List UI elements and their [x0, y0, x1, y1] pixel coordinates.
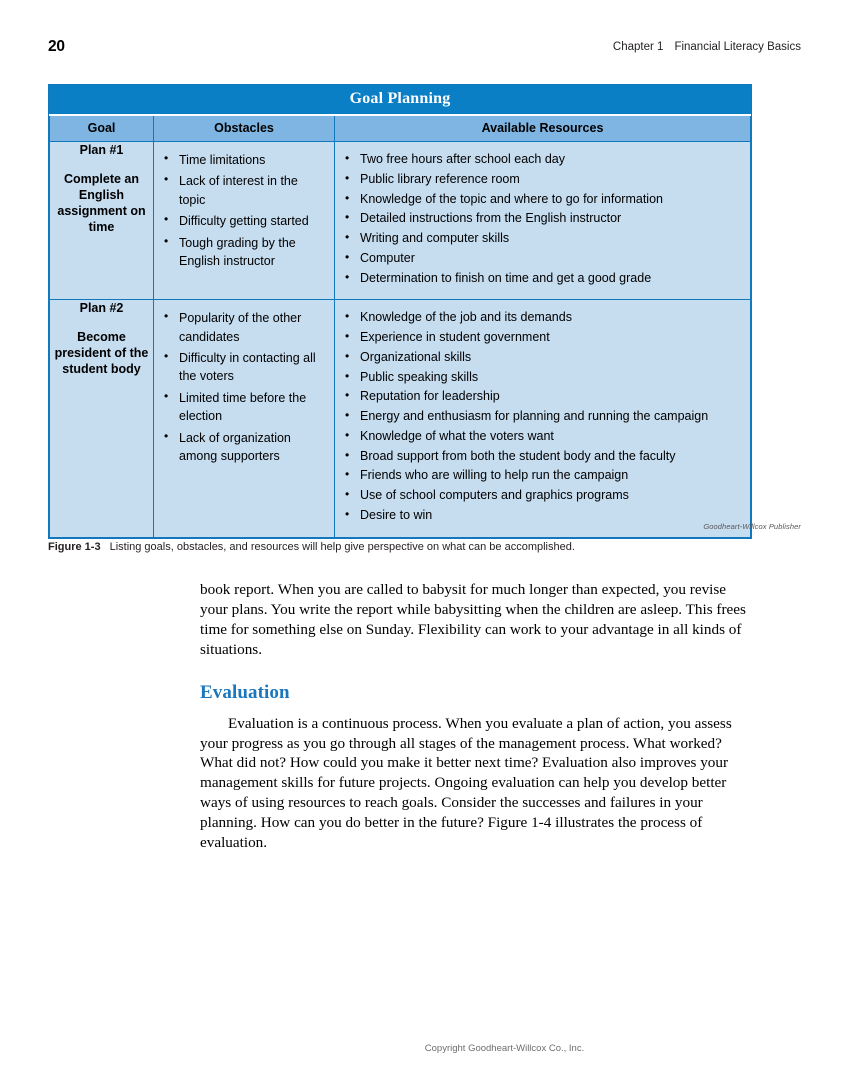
list-item: • Difficulty getting started	[162, 212, 326, 230]
list-item: • Public speaking skills	[343, 369, 742, 387]
figure-caption-label: Figure 1-3	[48, 541, 101, 553]
goal-planning-figure	[48, 84, 752, 539]
list-item: • Friends who are willing to help run the campaign	[343, 467, 742, 485]
column-header-goal: Goal	[50, 116, 154, 142]
figure-credit: Goodheart-Willcox Publisher	[703, 522, 801, 531]
plan-label: Plan #1	[79, 143, 124, 157]
list-item: • Energy and enthusiasm for planning and running the campaign	[343, 408, 742, 426]
resources-cell	[335, 142, 751, 300]
figure-caption	[48, 540, 801, 554]
table-row	[50, 300, 751, 537]
resources-cell	[335, 300, 751, 537]
list-item: • Public library reference room	[343, 171, 742, 189]
obstacles-cell	[154, 300, 335, 537]
list-item: • Writing and computer skills	[343, 230, 742, 248]
list-item: • Organizational skills	[343, 349, 742, 367]
column-header-resources: Available Resources	[335, 116, 751, 142]
list-item: • Desire to win	[343, 507, 742, 525]
list-item: • Broad support from both the student body and the faculty	[343, 448, 742, 466]
obstacles-cell	[154, 142, 335, 300]
running-head	[613, 41, 801, 53]
plan-label: Plan #2	[79, 301, 124, 316]
goal-cell	[50, 142, 154, 300]
obstacles-list	[154, 300, 334, 475]
obstacles-list	[154, 142, 334, 280]
list-item: • Limited time before the election	[162, 389, 326, 426]
list-item: • Determination to finish on time and get a good grade	[343, 270, 742, 288]
table-title: Goal Planning	[49, 85, 751, 116]
list-item: • Tough grading by the English instructor	[162, 234, 326, 271]
list-item: • Lack of interest in the topic	[162, 172, 326, 209]
page-number: 20	[48, 38, 65, 55]
goal-cell	[50, 300, 154, 537]
figure-caption-text: Listing goals, obstacles, and resources will help give perspective on what can be accomplished.	[109, 541, 575, 553]
list-item: • Experience in student government	[343, 329, 742, 347]
copyright-text: Copyright Goodheart-Willcox Co., Inc.	[424, 1043, 585, 1054]
list-item: • Detailed instructions from the English instructor	[343, 210, 742, 228]
body-column	[200, 580, 752, 853]
list-item: • Reputation for leadership	[343, 388, 742, 406]
section-heading-evaluation: Evaluation	[200, 681, 290, 703]
list-item: • Knowledge of the topic and where to go for information	[343, 191, 742, 209]
resources-list	[335, 300, 750, 536]
goal-text: Become president of the student body	[54, 330, 149, 377]
list-item: • Two free hours after school each day	[343, 151, 742, 169]
list-item: • Knowledge of the job and its demands	[343, 309, 742, 327]
list-item: • Knowledge of what the voters want	[343, 428, 742, 446]
table-header-row	[50, 116, 751, 142]
running-head-title: Financial Literacy Basics	[674, 41, 801, 53]
page-footer	[0, 1043, 849, 1054]
goal-planning-table	[49, 116, 751, 538]
running-head-chapter: Chapter 1	[612, 41, 664, 53]
list-item: • Use of school computers and graphics programs	[343, 487, 742, 505]
list-item: • Computer	[343, 250, 742, 268]
page-header	[48, 38, 801, 62]
list-item: • Popularity of the other candidates	[162, 309, 326, 346]
table-row	[50, 142, 751, 300]
list-item: • Lack of organization among supporters	[162, 429, 326, 466]
resources-list	[335, 142, 750, 299]
list-item: • Time limitations	[162, 151, 326, 169]
list-item: • Difficulty in contacting all the voters	[162, 349, 326, 386]
paragraph-evaluation: Evaluation is a continuous process. When you evaluate a plan of action, you assess your progress as you go through all stages of the management process. What worked? What did not? How could you make it better next time? Evaluation also improves your management skills for future projects. Ongoing evaluation can help you develop better ways of using resources to reach goals. Consider the successes and failures in your planning. How can you do better in the future? Figure 1-4 illustrates the process of evaluation.	[200, 714, 732, 852]
goal-text: Complete an English assignment on time	[57, 172, 146, 234]
column-header-obstacles: Obstacles	[154, 116, 335, 142]
paragraph-continued: book report. When you are called to babysit for much longer than expected, you revise your plans. You write the report while babysitting when the children are asleep. This frees time for something else on Sunday. Flexibility can work to your advantage in all kinds of situations.	[200, 581, 746, 658]
